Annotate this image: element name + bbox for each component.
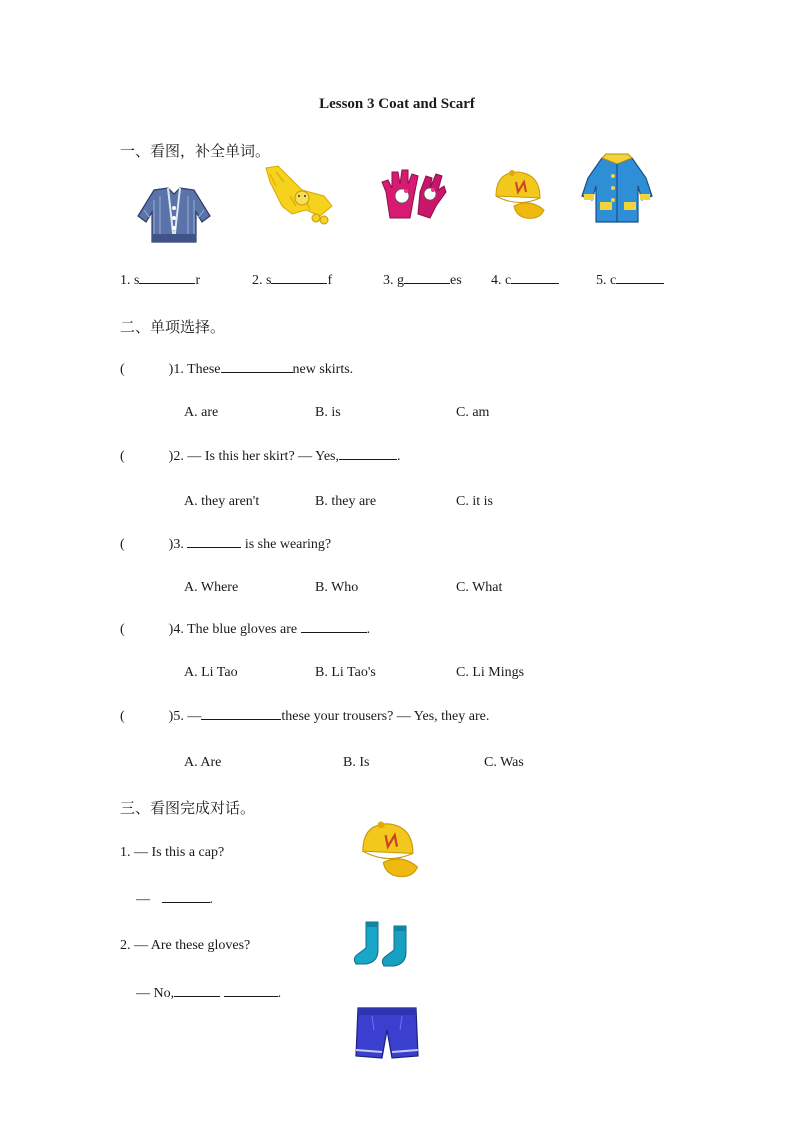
word-item-2: 2. s f (252, 273, 333, 288)
gloves-icon (380, 162, 448, 222)
q5-option-a: A. Are (184, 755, 222, 770)
scarf-icon (262, 166, 340, 226)
word-item-4: 4. c (491, 273, 559, 289)
choice-question-5: ( )5. — these your trousers? — Yes, they are. (120, 709, 490, 724)
word-item-5: 5. c (596, 273, 664, 289)
q2-option-b: B. they are (315, 494, 377, 509)
q4-option-a: A. Li Tao (184, 665, 238, 680)
cap-icon-large (356, 818, 422, 882)
section-2-heading: 二、单项选择。 (120, 318, 226, 336)
choice-question-4: ( )4. The blue gloves are . (120, 622, 371, 637)
q4-option-c: C. Li Mings (456, 665, 525, 680)
coat-icon (580, 154, 654, 226)
section-1-heading: 一、看图，补全单词。 (120, 142, 271, 160)
sweater-icon (134, 186, 214, 244)
section-3-heading: 三、看图完成对话。 (120, 799, 256, 817)
q3-option-a: A. Where (184, 580, 239, 595)
page-title: Lesson 3 Coat and Scarf (319, 96, 475, 112)
q1-option-a: A. are (184, 405, 219, 420)
shorts-icon (354, 1004, 420, 1062)
q2-option-c: C. it is (456, 494, 493, 509)
q1-option-c: C. am (456, 405, 490, 420)
q5-option-c: C. Was (484, 755, 524, 770)
word-item-1: 1. s r (120, 273, 201, 288)
q5-option-b: B. Is (343, 755, 370, 770)
cap-icon (490, 168, 548, 222)
socks-icon (352, 920, 414, 970)
dialog-question-1: 1. — Is this a cap? (120, 845, 225, 860)
choice-question-1: ( )1. These new skirts. (120, 362, 354, 377)
q4-option-b: B. Li Tao's (315, 665, 376, 680)
q3-option-b: B. Who (315, 580, 359, 595)
dialog-question-2: 2. — Are these gloves? (120, 938, 251, 953)
q1-option-b: B. is (315, 405, 341, 420)
dialog-answer-2: — No, . (136, 986, 282, 1001)
q2-option-a: A. they aren't (184, 494, 260, 509)
dialog-answer-1: — . (136, 892, 213, 907)
word-item-3: 3. g es (383, 273, 462, 288)
choice-question-3: ( )3. is she wearing? (120, 537, 332, 552)
q3-option-c: C. What (456, 580, 503, 595)
choice-question-2: ( )2. — Is this her skirt? — Yes, . (120, 449, 401, 464)
